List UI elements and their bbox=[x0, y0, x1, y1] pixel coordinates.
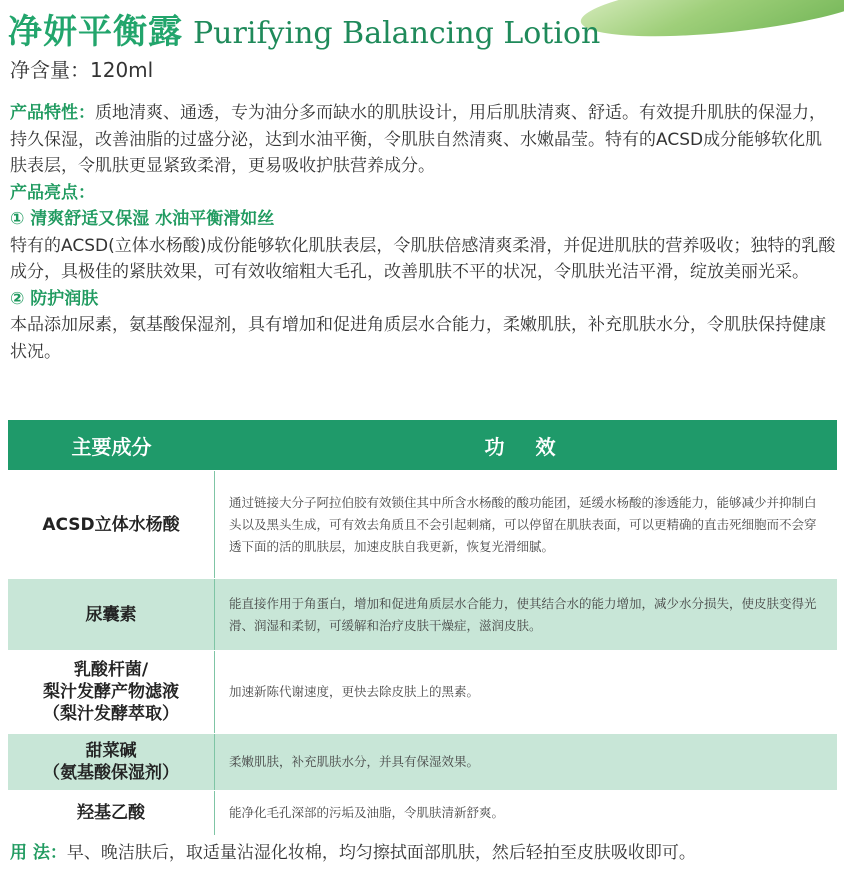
table-row bbox=[8, 470, 837, 578]
product-title-cn: 净妍平衡露 bbox=[8, 12, 183, 52]
ingredient-name: 甜菜碱 （氨基酸保湿剂） bbox=[8, 734, 215, 790]
product-title-en: Purifying Balancing Lotion bbox=[193, 16, 601, 51]
table-row bbox=[8, 733, 837, 790]
net-volume: 净含量：120ml bbox=[10, 58, 154, 82]
leaf-decoration bbox=[578, 0, 844, 48]
ingredient-name: 尿囊素 bbox=[8, 579, 215, 650]
highlight-1-text: 特有的ACSD(立体水杨酸)成份能够软化肌肤表层，令肌肤倍感清爽柔滑，并促进肌肤的营养吸收；独特的乳酸成分，具极佳的紧肤效果，可有效收缩粗大毛孔，改善肌肤不平的状况，令肌肤光洁平滑，绽放美丽光采。 bbox=[10, 235, 836, 282]
features-text: 质地清爽、通透，专为油分多而缺水的肌肤设计，用后肌肤清爽、舒适。有效提升肌肤的保湿力，持久保湿，改善油脂的过盛分泌，达到水油平衡，令肌肤自然清爽、水嫩晶莹。特有的ACSD成分能够软化肌肤表层，令肌肤更显紧致柔滑，更易吸收护肤营养成分。 bbox=[10, 103, 826, 176]
product-title bbox=[8, 12, 600, 58]
table-row bbox=[8, 578, 837, 650]
highlights-label: 产品亮点： bbox=[10, 182, 95, 203]
table-row bbox=[8, 650, 837, 733]
header-ingredient: 主要成分 bbox=[71, 434, 152, 459]
product-intro bbox=[10, 100, 838, 365]
highlight-2-text: 本品添加尿素，氨基酸保湿剂，具有增加和促进角质层水合能力，柔嫩肌肤，补充肌肤水分，令肌肤保持健康状况。 bbox=[10, 315, 826, 362]
usage-label: 用 法： bbox=[10, 843, 67, 863]
ingredient-effect: 加速新陈代谢速度，更快去除皮肤上的黑素。 bbox=[229, 684, 480, 699]
header-effect: 功 效 bbox=[484, 434, 568, 459]
ingredient-name: 乳酸杆菌/ 梨汁发酵产物滤液 （梨汁发酵萃取） bbox=[8, 651, 215, 733]
table-row bbox=[8, 790, 837, 835]
ingredient-effect: 通过链接大分子阿拉伯胶有效锁住其中所含水杨酸的酸功能团，延缓水杨酸的渗透能力，能够减少并抑制白头以及黑头生成，可有效去角质且不会引起刺痛，可以停留在肌肤表面，可以更精确的直击死细胞而不会穿透下面的活的肌肤层，加速皮肤自我更新，恢复光滑细腻。 bbox=[229, 494, 817, 554]
ingredient-name: ACSD立体水杨酸 bbox=[8, 471, 215, 578]
ingredient-effect: 柔嫩肌肤，补充肌肤水分，并具有保湿效果。 bbox=[229, 754, 480, 769]
ingredient-effect: 能直接作用于角蛋白，增加和促进角质层水合能力，使其结合水的能力增加，减少水分损失，使皮肤变得光滑、润湿和柔韧，可缓解和治疗皮肤干燥症，滋润皮肤。 bbox=[229, 595, 817, 633]
usage-instructions bbox=[10, 840, 696, 866]
table-header bbox=[8, 420, 837, 470]
ingredient-name: 羟基乙酸 bbox=[8, 791, 215, 835]
ingredient-effect: 能净化毛孔深部的污垢及油脂，令肌肤清新舒爽。 bbox=[229, 805, 505, 820]
ingredients-table bbox=[8, 420, 837, 835]
features-paragraph bbox=[10, 100, 838, 180]
features-label: 产品特性： bbox=[10, 103, 95, 123]
highlight-2-title: ② 防护润肤 bbox=[10, 288, 99, 309]
highlight-1-title: ① 清爽舒适又保湿 水油平衡滑如丝 bbox=[10, 209, 275, 229]
usage-text: 早、晚洁肤后，取适量沾湿化妆棉，均匀擦拭面部肌肤，然后轻拍至皮肤吸收即可。 bbox=[66, 843, 696, 863]
